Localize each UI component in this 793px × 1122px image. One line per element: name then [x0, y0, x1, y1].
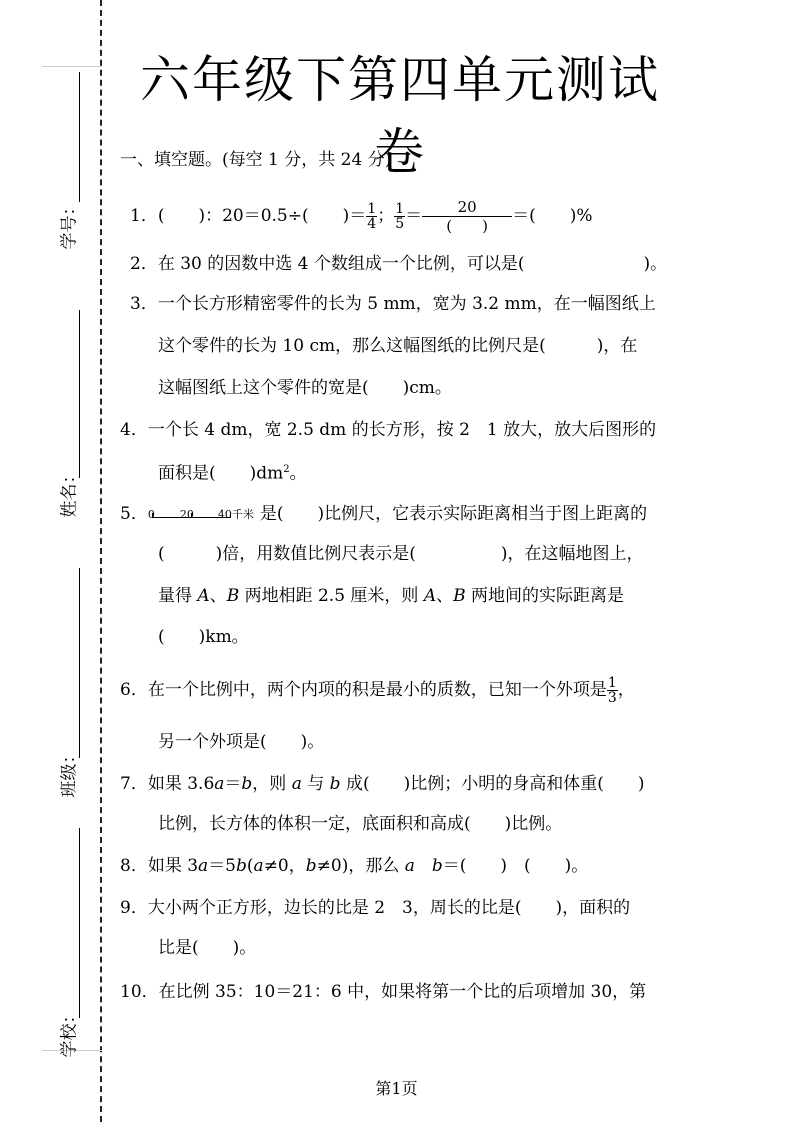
name-blank[interactable] — [79, 310, 80, 478]
question-5-line-3: 量得 A、B 两地相距 2.5 厘米，则 A、B 两地间的实际距离是 — [158, 586, 625, 606]
question-3-line-3: 这幅图纸上这个零件的宽是( )cm。 — [158, 378, 452, 398]
question-1: 1．( )：20＝0.5÷( )＝ $\frac{1}{4}$ ； $\frac{1}{5}$ ＝ 20 ( ) ＝( )% — [130, 198, 593, 235]
question-8: 8．如果 3a＝5b(a≠0，b≠0)，那么 a b＝( ) ( )。 — [120, 856, 589, 876]
question-5-line-2: ( )倍，用数值比例尺表示是( )，在这幅地图上， — [158, 544, 644, 564]
question-9-line-2: 比是( )。 — [158, 938, 257, 958]
line-scale-graphic: 0 20 40千米 — [147, 507, 254, 521]
school-label: 学校： — [59, 1006, 80, 1058]
fraction-20-blank: 20 ( ) — [422, 198, 512, 235]
question-7-line-1: 7．如果 3.6a＝b，则 a 与 b 成( )比例；小明的身高和体重( ) — [120, 774, 645, 794]
question-7-line-2: 比例，长方体的体积一定，底面积和高成( )比例。 — [158, 814, 563, 834]
binding-dashed-line — [100, 0, 102, 1122]
question-10-line-1: 10．在比例 35：10＝21：6 中，如果将第一个比的后项增加 30，第 — [120, 982, 647, 1002]
student-id-label: 学号： — [59, 198, 80, 250]
section-heading: 一、填空题。(每空 1 分，共 24 分) — [120, 150, 392, 170]
question-6-line-1: 6．在一个比例中，两个内项的积是最小的质数，已知一个外项是 $\frac{1}{3}$ ， — [120, 675, 635, 706]
fraction-1-3: $\frac{1}{3}$ — [607, 675, 617, 706]
question-2: 2．在 30 的因数中选 4 个数组成一个比例，可以是( )。 — [130, 254, 668, 274]
page-title: 六年级下第四单元测试卷 — [140, 51, 660, 181]
question-9-line-1: 9．大小两个正方形，边长的比是 2 3，周长的比是( )，面积的 — [120, 898, 631, 918]
gutter-rule — [42, 66, 102, 67]
class-blank[interactable] — [79, 568, 80, 758]
name-label: 姓名： — [59, 466, 80, 518]
question-5-line-1: 5． 0 20 40千米 是( )比例尺，它表示实际距离相当于图上距离的 — [120, 502, 647, 527]
page-number: 第1页 — [375, 1079, 418, 1098]
q1-text: 1．( )：20＝0.5÷( )＝ — [130, 206, 367, 226]
class-label: 班级： — [59, 746, 80, 798]
school-blank[interactable] — [79, 828, 80, 1018]
question-3-line-2: 这个零件的长为 10 cm，那么这幅图纸的比例尺是( )，在 — [158, 336, 638, 356]
question-5-line-4: ( )km。 — [158, 627, 249, 647]
question-4-line-2: 面积是( )$dm^2$。 — [158, 463, 307, 484]
student-id-blank[interactable] — [79, 72, 80, 202]
fraction-1-4: $\frac{1}{4}$ — [367, 201, 377, 232]
q1-text-end: ＝( )% — [512, 206, 593, 226]
question-6-line-2: 另一个外项是( )。 — [158, 732, 325, 752]
fraction-1-5: $\frac{1}{5}$ — [395, 201, 405, 232]
question-4-line-1: 4．一个长 4 dm，宽 2.5 dm 的长方形，按 2 1 放大，放大后图形的 — [120, 420, 657, 440]
question-3-line-1: 3．一个长方形精密零件的长为 5 mm，宽为 3.2 mm，在一幅图纸上 — [130, 294, 656, 314]
